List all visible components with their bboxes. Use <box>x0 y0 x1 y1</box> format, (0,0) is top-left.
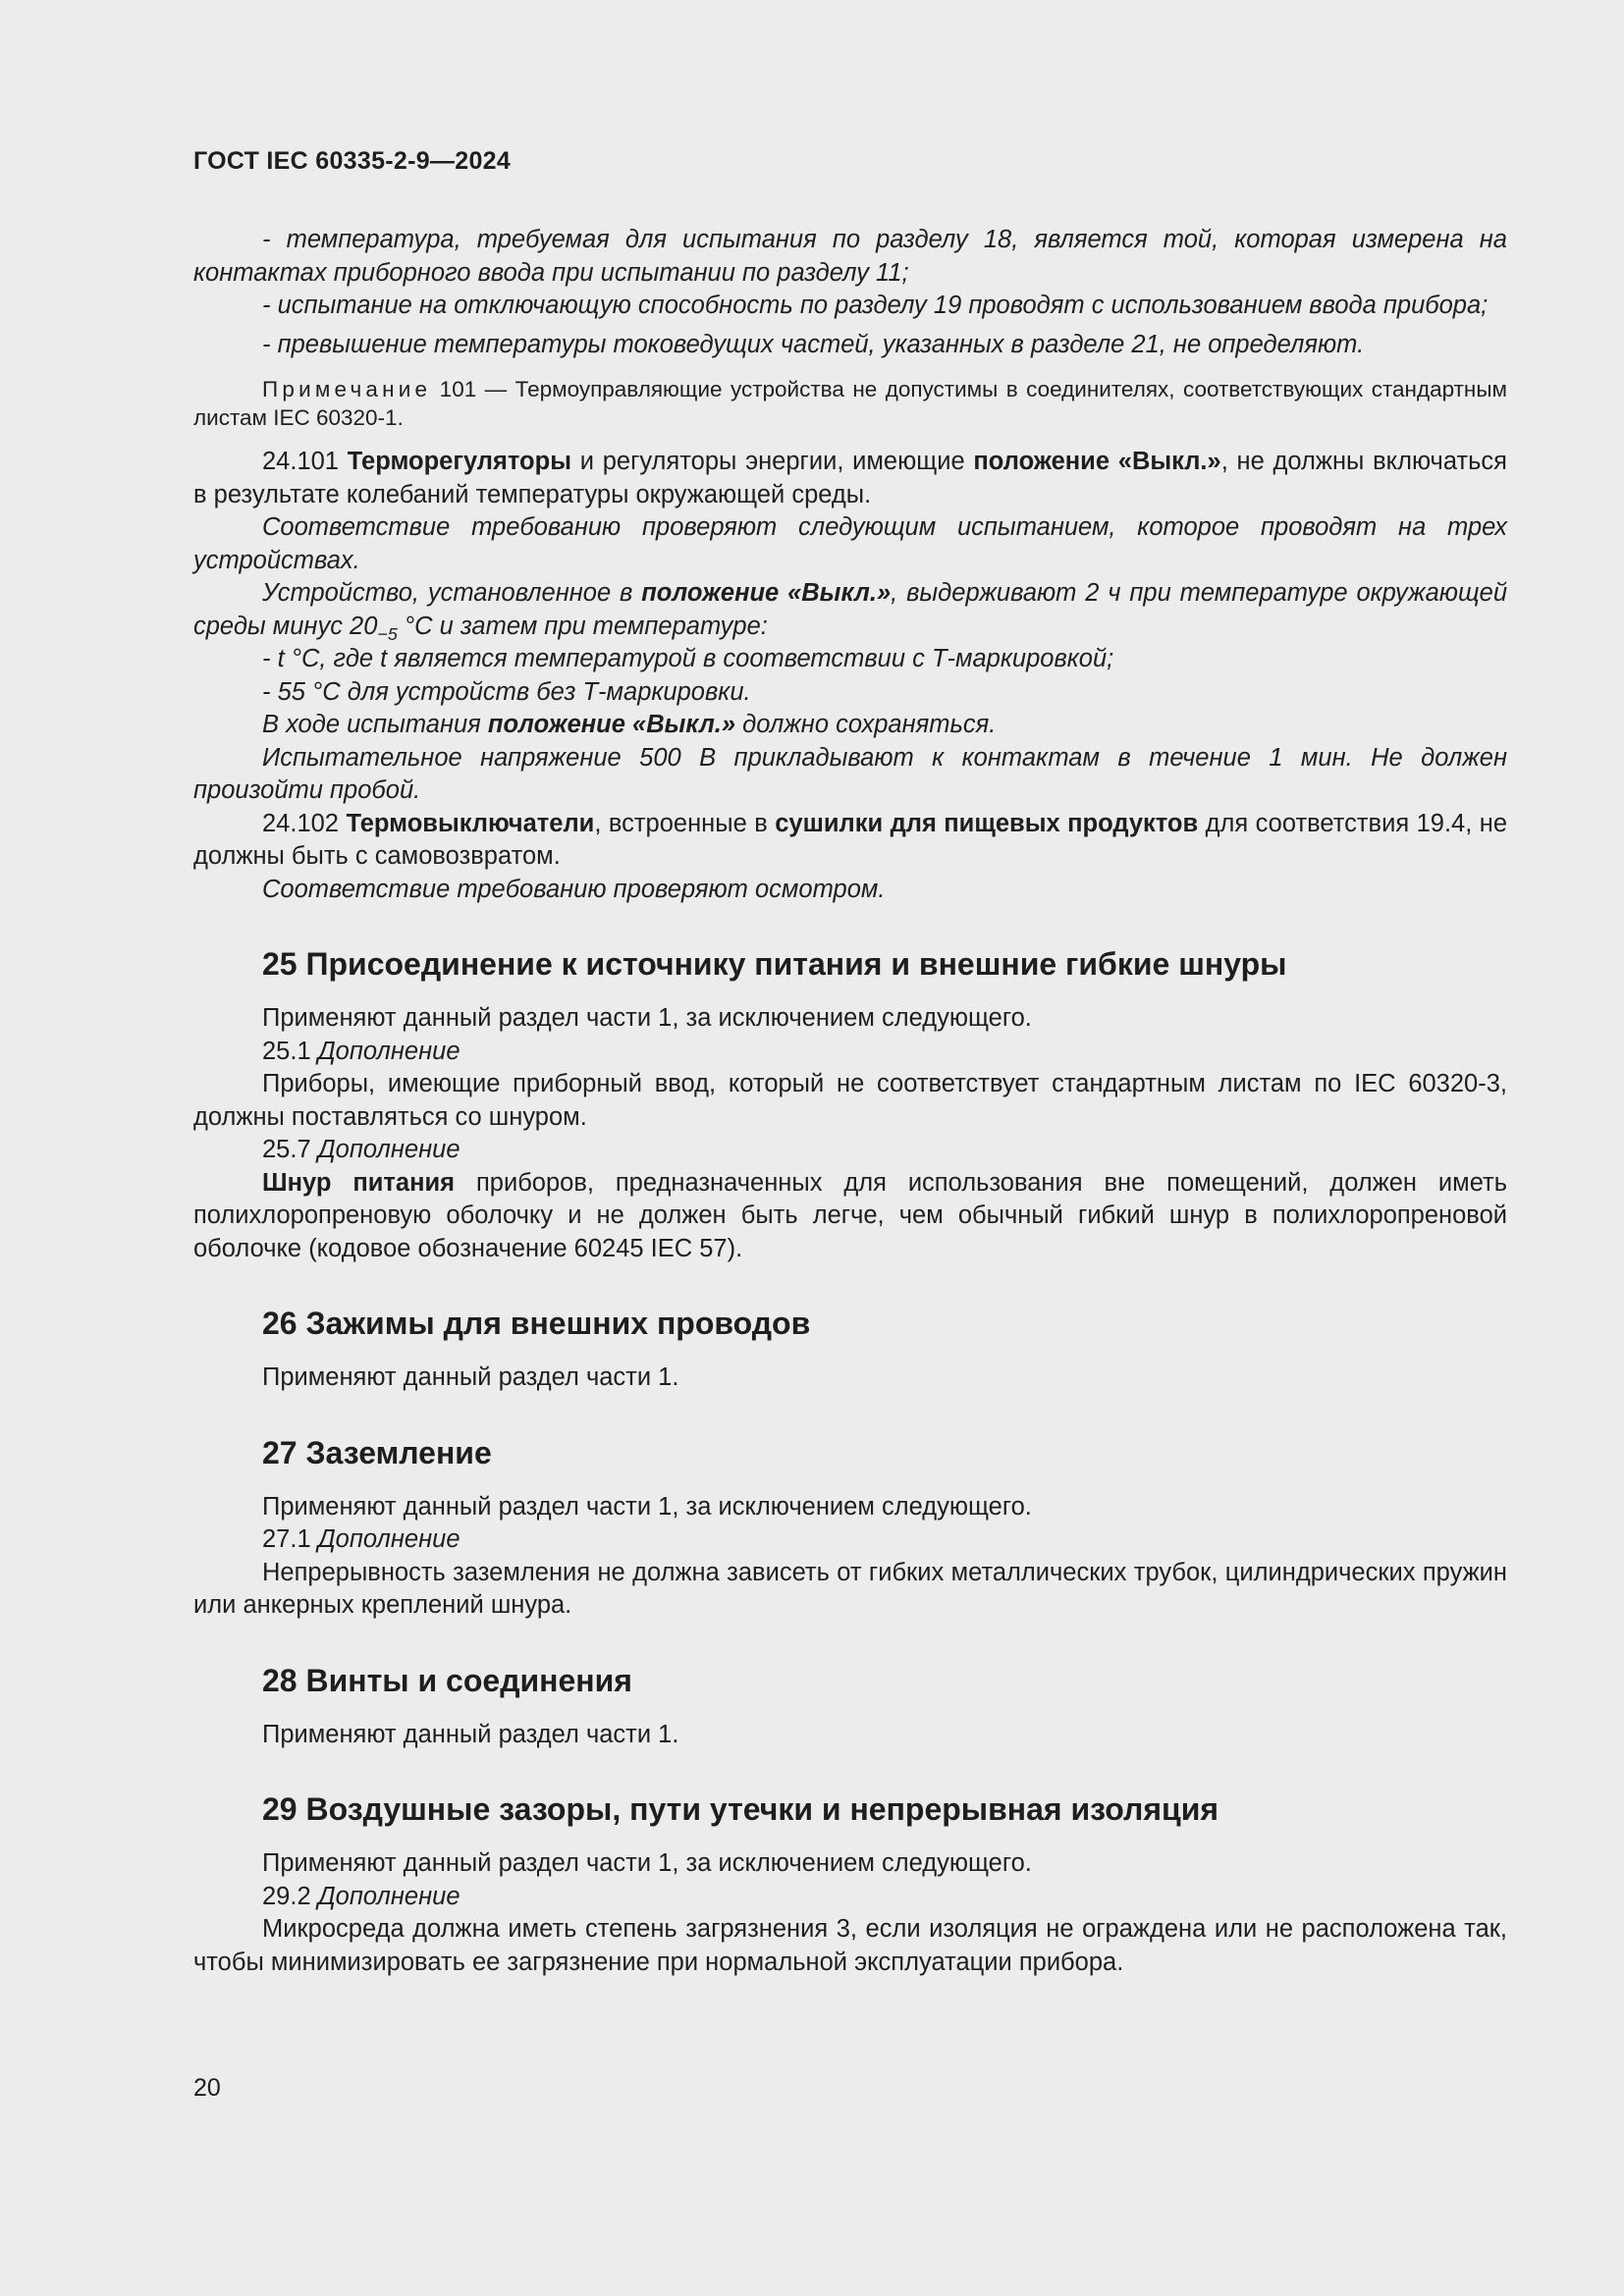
section-text <box>193 1167 1507 1266</box>
clause-text: , не должны включаться в результате колебаний температуры окружающей среды. <box>193 448 1507 508</box>
term-bold: Шнур питания <box>262 1168 456 1197</box>
clause-type: Дополнение <box>317 1882 460 1910</box>
list-item: - превышение температуры токоведущих частей, указанных в разделе 21, не определяют. <box>262 330 1365 358</box>
test-text-part: должно сохраняться. <box>735 711 997 738</box>
compliance-text: Соответствие требованию проверяют следующим испытанием, которое проводят на трех устройствах. <box>193 513 1507 574</box>
note-text: 101 — Термоуправляющие устройства не допустимы в соединителях, соответствующих стандартным листам IEC 60320-1. <box>193 377 1507 430</box>
clause-text: для соответствия 19.4, не должны быть с самовозвратом. <box>193 809 1508 870</box>
clause-label <box>193 1036 1507 1069</box>
term-bold: положение «Выкл.» <box>973 448 1221 475</box>
clause-24-102 <box>193 808 1507 874</box>
section-heading-28: 28 Винты и соединения <box>262 1662 632 1698</box>
section-text: Применяют данный раздел части 1, за исключением следующего. <box>262 1004 1032 1032</box>
clause-number: 24.101 <box>262 448 348 475</box>
clause-number: 24.102 <box>262 809 347 837</box>
clause-number: 25.1 <box>262 1037 318 1065</box>
note <box>193 375 1507 432</box>
clause-number: 29.2 <box>262 1882 318 1910</box>
list-item: - 55 °С для устройств без Т-маркировки. <box>262 677 751 706</box>
test-text-part: °С и затем при температуре: <box>397 612 768 640</box>
test-text <box>193 709 1507 742</box>
page-number: 20 <box>193 2074 221 2102</box>
section-text: Применяют данный раздел части 1. <box>262 1720 679 1748</box>
section-heading-27: 27 Заземление <box>262 1434 492 1470</box>
section-heading-25: 25 Присоединение к источнику питания и внешние гибкие шнуры <box>262 946 1287 982</box>
clause-label <box>193 1523 1507 1557</box>
section-text: Непрерывность заземления не должна зависеть от гибких металлических трубок, цилиндрических пружин или анкерных креплений шнура. <box>193 1558 1507 1619</box>
section-text-part: приборов, предназначенных для использования вне помещений, должен иметь полихлоропреновую оболочку и не должен быть легче, чем обычный гибкий шнур в полихлоропреновой оболочке (кодовое обозначение 60245 IEC 57). <box>193 1168 1507 1262</box>
test-text-part: Устройство, установленное в <box>262 579 642 607</box>
test-text <box>193 577 1507 643</box>
tolerance-subscript: −5 <box>377 623 398 644</box>
note-label: Примечание <box>262 377 432 401</box>
clause-24-101 <box>193 446 1507 511</box>
test-text: Испытательное напряжение 500 В прикладывают к контактам в течение 1 мин. Не должен произойти пробой. <box>193 743 1507 804</box>
term-bold: положение «Выкл.» <box>641 579 892 607</box>
term-bold: Термовыключатели <box>346 809 595 837</box>
section-text: Применяют данный раздел части 1, за исключением следующего. <box>262 1492 1032 1521</box>
term-bold: сушилки для пищевых продуктов <box>775 809 1199 837</box>
section-text: Применяют данный раздел части 1, за исключением следующего. <box>262 1849 1032 1877</box>
clause-type: Дополнение <box>317 1136 460 1163</box>
clause-label <box>193 1881 1507 1914</box>
section-text: Применяют данный раздел части 1. <box>262 1363 679 1391</box>
clause-label <box>193 1134 1507 1167</box>
clause-number: 25.7 <box>262 1136 318 1163</box>
section-text: Приборы, имеющие приборный ввод, который не соответствует стандартным листам по IEC 60320-3, должны поставляться со шнуром. <box>193 1070 1507 1131</box>
clause-number: 27.1 <box>262 1525 318 1553</box>
test-text-part: В ходе испытания <box>262 711 488 738</box>
term-bold: положение «Выкл.» <box>487 711 736 738</box>
list-item: - температура, требуемая для испытания по разделу 18, является той, которая измерена на контактах приборного ввода при испытании по разделу 11; <box>193 226 1507 287</box>
term-bold: Терморегуляторы <box>347 448 571 475</box>
document-body <box>193 224 1507 1979</box>
section-text: Микросреда должна иметь степень загрязнения 3, если изоляция не ограждена или не расположена так, чтобы минимизировать ее загрязнение при нормальной эксплуатации прибора. <box>193 1915 1507 1976</box>
document-header: ГОСТ IEC 60335-2-9—2024 <box>193 147 512 175</box>
test-text-part: , выдерживают 2 ч при температуре окружающей среды минус 20 <box>193 579 1508 640</box>
section-heading-29: 29 Воздушные зазоры, пути утечки и непрерывная изоляция <box>262 1791 1219 1827</box>
clause-type: Дополнение <box>317 1525 460 1553</box>
section-heading-26: 26 Зажимы для внешних проводов <box>262 1306 811 1341</box>
list-item: - t °С, где t является температурой в соответствии с Т-маркировкой; <box>262 645 1114 672</box>
list-item: - испытание на отключающую способность по разделу 19 проводят с использованием ввода прибора; <box>262 292 1489 319</box>
clause-type: Дополнение <box>317 1037 460 1065</box>
clause-text: , встроенные в <box>594 809 776 837</box>
clause-text: и регуляторы энергии, имеющие <box>570 448 974 475</box>
compliance-text: Соответствие требованию проверяют осмотром. <box>262 875 886 903</box>
